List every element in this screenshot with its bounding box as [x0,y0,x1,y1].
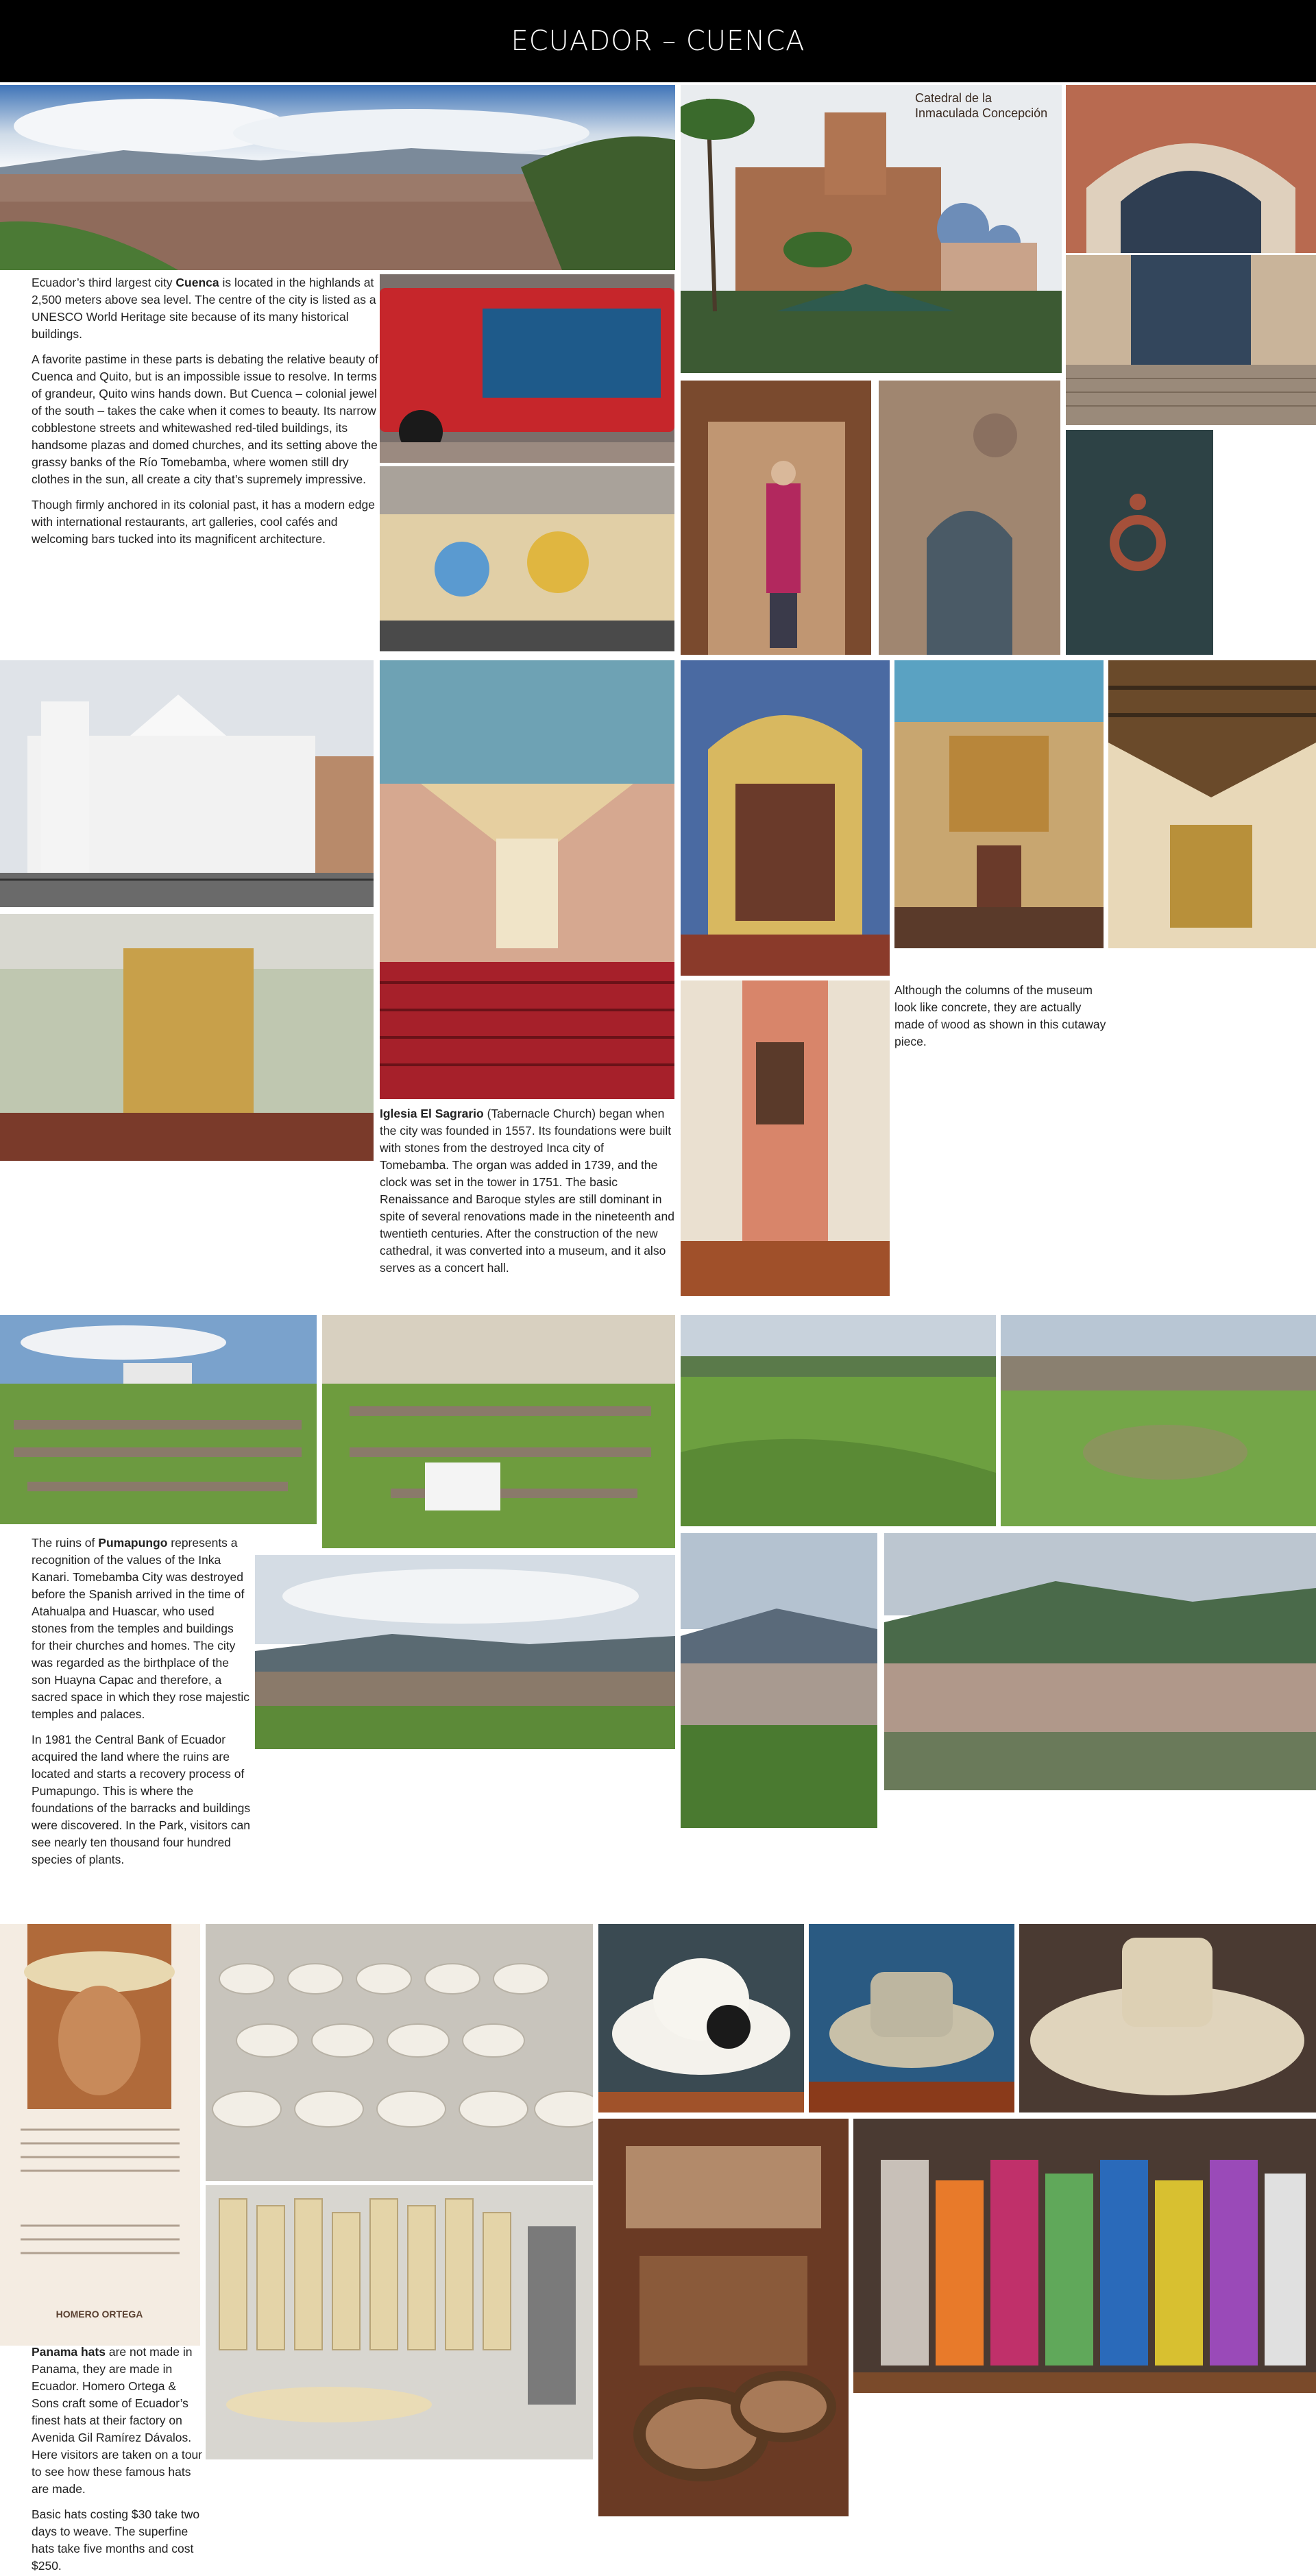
photo-sagrario-exterior [0,660,374,907]
photo-cuenca-panorama [0,85,675,270]
photo-city-mountains [884,1533,1316,1790]
sagrario-text: Iglesia El Sagrario (Tabernacle Church) began when the city was founded in 1557. Its foundations were built with stones from the destroyed Inca city of Tomebamba. The organ was added in 1739, and the clock was set in the tower in 1751. The basic Renaissance and Baroque styles are still dominant in spite of several renovations made in the nineteenth and twentieth centuries. After the construction of the new cathedral, it was converted into a museum, and it also serves as a concert hall. [380,1107,675,1275]
photo-pumapungo-hill-2 [1001,1315,1316,1526]
photo-hat-forms [206,1924,593,2181]
photo-ornate-doorway [681,660,890,976]
page-title: ECUADOR – CUENCA [511,25,805,57]
photo-pumapungo-ruins-2 [322,1315,675,1548]
photo-straw-bundles [206,2185,593,2459]
page-header [0,0,1316,82]
pumapungo-text: The ruins of Pumapungo represents a recognition of the values of the Inka Kanari. Tomebamba City was destroyed before the Spanish arrived in the time of Atahualpa and Huascar, who used stones from the temples and buildings for their churches and homes. The city was regarded as the birthplace of the son Huayna Capac and therefore, a sacred space in which they rose majestic temples and palaces. In 1981 the Central Bank of Ecuador acquired the land where the ruins are located and starts a recovery process of Pumapungo. This is where the foundations of the barracks and buildings were discovered. In the Park, visitors can see nearly ten thousand four hundred species of plants. [32,1536,251,1866]
columns-text: Although the columns of the museum look like concrete, they are actually made of wood as shown in this cutaway piece. [894,983,1106,1048]
photo-frayed-hat [1019,1924,1316,2112]
photo-cathedral-door-arch [1066,85,1316,253]
photo-hat-press [598,2119,849,2516]
photo-pumapungo-hill-1 [681,1315,996,1526]
photo-ruins-wall-city [255,1555,675,1749]
homero-ortega-label: HOMERO ORTEGA [27,2304,171,2324]
photo-cathedral [681,85,1062,373]
photo-pumapungo-ruins-1 [0,1315,317,1524]
photo-sagrario-nave [380,660,674,1099]
photo-cathedral-door [1066,255,1316,425]
photo-white-hat [598,1924,804,2112]
photo-street-mural [380,466,674,651]
photo-city-view [681,1533,877,1828]
intro-text: Ecuador’s third largest city Cuenca is located in the highlands at 2,500 meters above sea level. The centre of the city is listed as a UNESCO World Heritage site because of its many historical buildings. A favorite pastime in these parts is debating the relative beauty of Cuenca and Quito, but is an impossible issue to resolve. In terms of grandeur, Quito wins hands down. But Cuenca – colonial jewel of the south – takes the cake when it comes to beauty. Its narrow cobblestone streets and whitewashed red-tiled buildings, its handsome plazas and domed churches, and its setting above the grassy banks of the Río Tomebamba, where women still dry clothes in the sun, all create a city that’s supremely impressive. Though firmly anchored in its colonial past, it has a modern edge with international restaurants, art galleries, cool cafés and welcoming bars tucked into its magnificent architecture. [32,276,378,546]
photo-colorful-hats [853,2119,1316,2393]
photo-cuenca-bus [380,274,674,463]
hats-text: Panama hats are not made in Panama, they are made in Ecuador. Homero Ortega & Sons craft some of Ecuador’s finest hats at their factory on Avenida Gil Ramírez Dávalos. Here visitors are taken on a tour to see how these famous hats are made. Basic hats costing $30 take two days to weave. The superfine hats take five months and cost $250. [32,2345,203,2573]
photo-wooden-column [681,980,890,1296]
cathedral-caption: Catedral de la Inmaculada Concepción [915,91,1048,120]
photo-homero-ortega-poster [0,1924,200,2346]
photo-courtyard-arch [879,381,1060,655]
photo-altar-museum [0,914,374,1161]
photo-wooden-ceiling [1108,660,1316,948]
photo-grey-hat [809,1924,1014,2112]
photo-pipe-organ [894,660,1104,948]
photo-person-doorway [681,381,871,655]
photo-door-knocker [1066,430,1213,655]
